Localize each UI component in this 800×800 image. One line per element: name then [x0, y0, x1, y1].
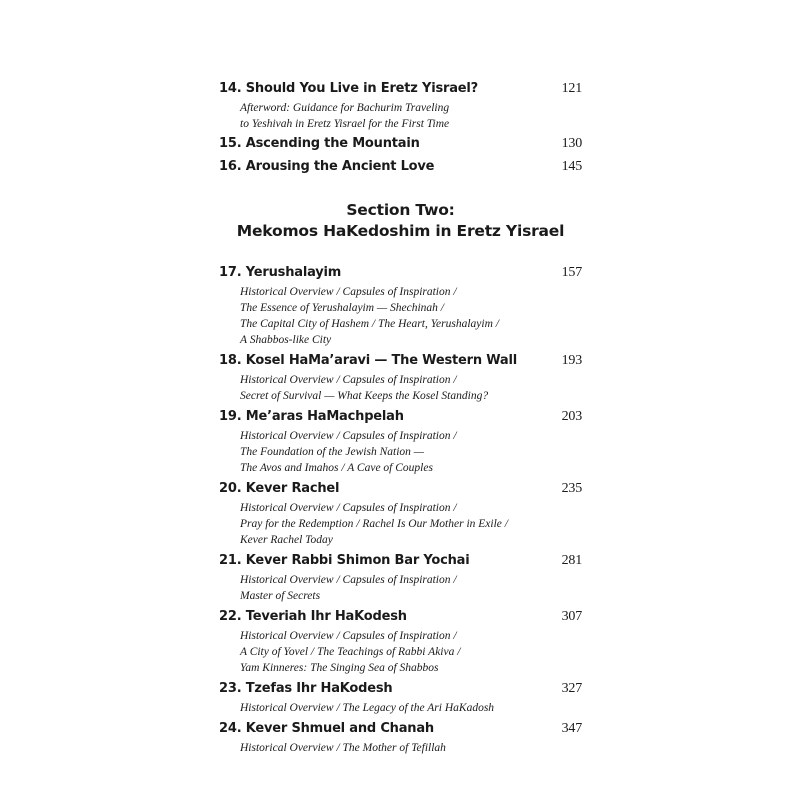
page-number: 130	[561, 136, 582, 151]
toc-entry	[219, 350, 582, 404]
chapter-subtopics-line: Yam Kinneres: The Singing Sea of Shabbos	[240, 662, 439, 674]
chapter-title: 17. Yerushalayim	[219, 265, 342, 280]
toc-list-part-two	[219, 262, 582, 756]
page-number: 327	[561, 681, 582, 696]
toc-entry	[219, 78, 582, 132]
chapter-subtopics-line: Historical Overview / Capsules of Inspiration /	[240, 374, 457, 386]
chapter-title: 20. Kever Rachel	[219, 481, 340, 496]
toc-entry	[219, 478, 582, 548]
chapter-subtopics-line: Secret of Survival — What Keeps the Kosel Standing?	[240, 390, 489, 402]
chapter-subtopics-line: A Shabbos-like City	[240, 334, 332, 346]
chapter-subtopics-line: Master of Secrets	[240, 590, 321, 602]
page-number: 193	[561, 353, 582, 368]
toc-entry-heading	[219, 133, 582, 155]
toc-entry	[219, 156, 582, 178]
toc-entry-heading	[219, 606, 582, 628]
page-number: 307	[561, 609, 582, 624]
toc-entry	[219, 550, 582, 604]
toc-entry-heading	[219, 156, 582, 178]
chapter-subtopics-line: Historical Overview / Capsules of Inspiration /	[240, 574, 457, 586]
toc-list-part-one	[219, 78, 582, 178]
section-heading-line-2: Mekomos HaKedoshim in Eretz Yisrael	[236, 222, 565, 240]
page-number: 203	[561, 409, 582, 424]
toc-entry-heading	[219, 718, 582, 740]
chapter-title: 22. Teveriah Ihr HaKodesh	[219, 609, 407, 624]
toc-entry-heading	[219, 678, 582, 700]
toc-entry	[219, 678, 582, 716]
chapter-subtopics-line: The Foundation of the Jewish Nation —	[240, 446, 424, 458]
section-heading-line-1: Section Two:	[346, 201, 455, 219]
chapter-title: 15. Ascending the Mountain	[219, 136, 420, 151]
chapter-title: 14. Should You Live in Eretz Yisrael?	[219, 81, 478, 96]
page-number: 347	[561, 721, 582, 736]
chapter-title: 18. Kosel HaMa’aravi — The Western Wall	[219, 353, 517, 368]
chapter-subtopics-line: Kever Rachel Today	[240, 534, 333, 546]
toc-entry	[219, 606, 582, 676]
toc-entry	[219, 718, 582, 756]
chapter-subtopics-line: Historical Overview / The Legacy of the Ari HaKadosh	[240, 702, 495, 714]
section-heading	[219, 200, 582, 242]
chapter-subtopics-line: Historical Overview / Capsules of Inspiration /	[240, 430, 457, 442]
chapter-title: 16. Arousing the Ancient Love	[219, 159, 435, 174]
toc-entry	[219, 262, 582, 348]
chapter-subtopics-line: The Capital City of Hashem / The Heart, Yerushalayim /	[240, 318, 499, 330]
chapter-subtopics-line: Historical Overview / Capsules of Inspiration /	[240, 630, 457, 642]
chapter-subtopics-line: Historical Overview / Capsules of Inspiration /	[240, 502, 457, 514]
chapter-subtopics-line: Afterword: Guidance for Bachurim Traveling	[240, 102, 450, 114]
toc-entry-heading	[219, 262, 582, 284]
chapter-title: 21. Kever Rabbi Shimon Bar Yochai	[219, 553, 470, 568]
chapter-subtopics-line: to Yeshivah in Eretz Yisrael for the First Time	[240, 118, 450, 130]
page-number: 121	[561, 81, 582, 96]
chapter-subtopics-line: Historical Overview / The Mother of Tefillah	[240, 742, 446, 754]
toc-entry-heading	[219, 478, 582, 500]
chapter-title: 19. Me’aras HaMachpelah	[219, 409, 404, 424]
chapter-subtopics-line: A City of Yovel / The Teachings of Rabbi Akiva /	[240, 646, 461, 658]
toc-entry	[219, 406, 582, 476]
chapter-subtopics-line: The Essence of Yerushalayim — Shechinah /	[240, 302, 445, 314]
toc-entry-heading	[219, 550, 582, 572]
table-of-contents-page	[219, 78, 582, 756]
chapter-subtopics-line: Historical Overview / Capsules of Inspiration /	[240, 286, 457, 298]
page-number: 281	[561, 553, 582, 568]
chapter-subtopics-line: Pray for the Redemption / Rachel Is Our Mother in Exile /	[240, 518, 508, 530]
toc-entry-heading	[219, 350, 582, 372]
page-number: 157	[561, 265, 582, 280]
toc-entry	[219, 133, 582, 155]
page-number: 145	[561, 159, 582, 174]
chapter-title: 24. Kever Shmuel and Chanah	[219, 721, 434, 736]
chapter-subtopics-line: The Avos and Imahos / A Cave of Couples	[240, 462, 433, 474]
chapter-title: 23. Tzefas Ihr HaKodesh	[219, 681, 393, 696]
toc-entry-heading	[219, 78, 582, 100]
page-number: 235	[561, 481, 582, 496]
toc-entry-heading	[219, 406, 582, 428]
